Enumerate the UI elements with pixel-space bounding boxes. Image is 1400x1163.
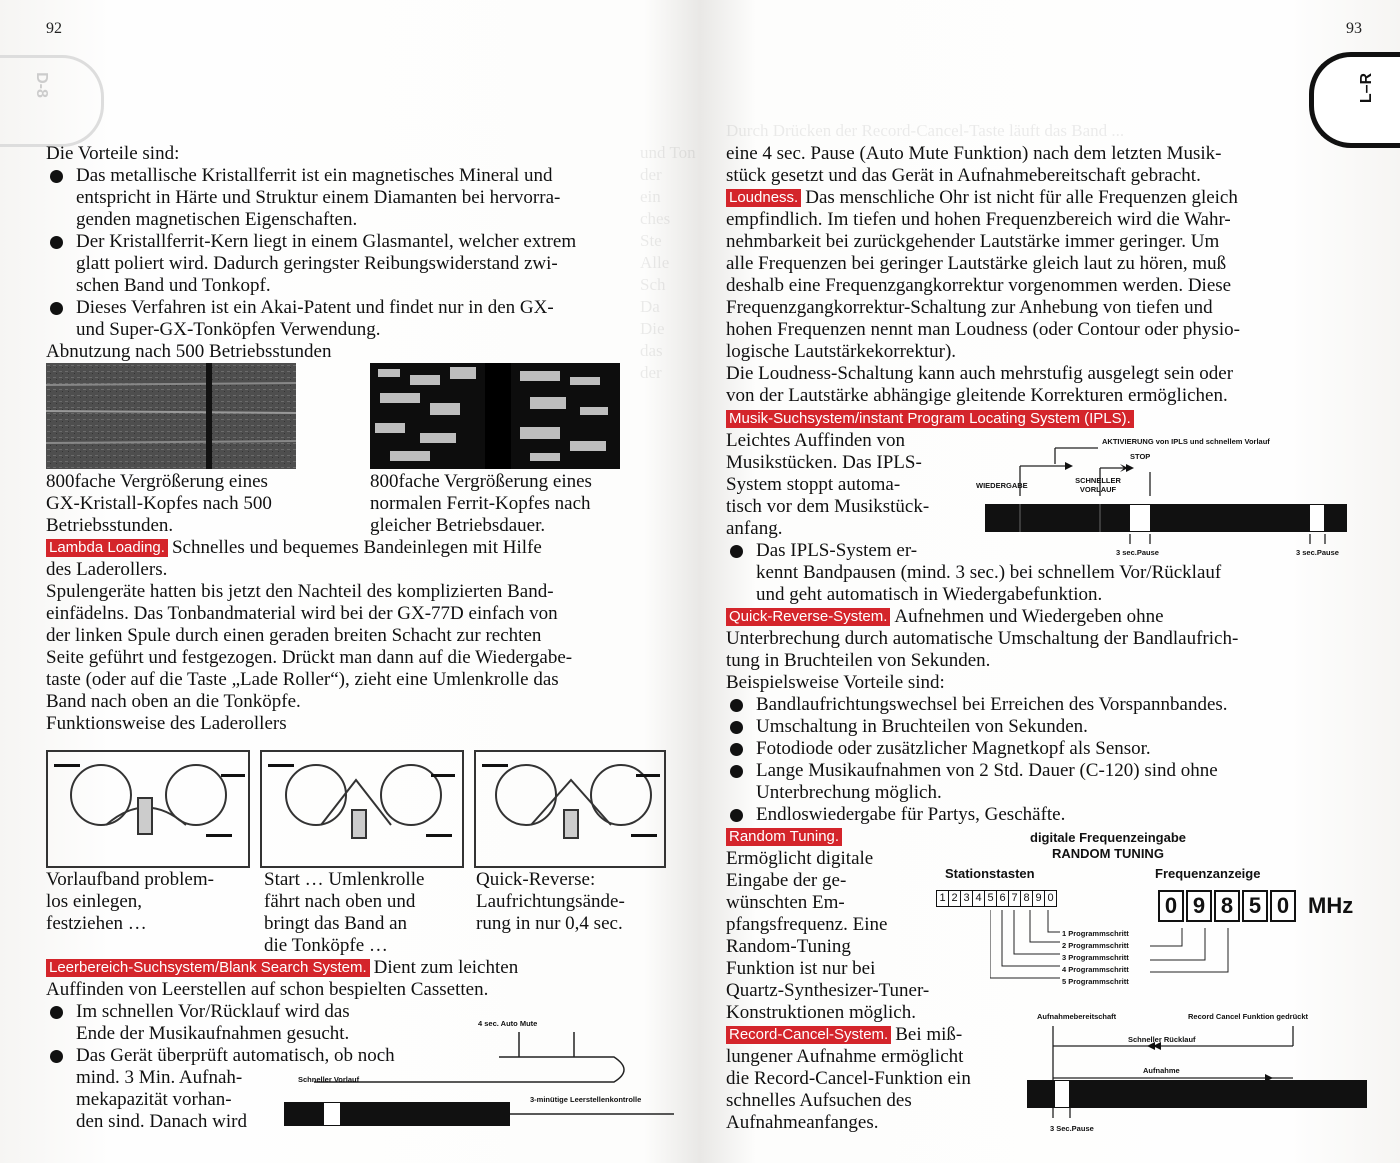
label-blank-check: 3-minütige Leerstellenkontrolle	[530, 1095, 642, 1104]
list-item: Lange Musikaufnahmen von 2 Std. Dauer (C-120) sind ohne Unterbrechung möglich.	[726, 760, 1366, 804]
list-item: Endloswiedergabe für Partys, Geschäfte.	[726, 804, 1366, 826]
keyword-record-cancel: Record-Cancel-System.	[726, 1026, 891, 1044]
right-page	[700, 0, 1400, 1163]
label-record-ready: Aufnahmebereitschaft	[1037, 1012, 1117, 1021]
keyword-blank-search: Leerbereich-Suchsystem/Blank Search System.	[46, 959, 370, 977]
rt-stations-label: Stationstasten	[945, 866, 1035, 881]
label-auto-mute: 4 sec. Auto Mute	[478, 1019, 538, 1028]
caption-ferrite: 800fache Vergrößerung eines normalen Ferrit-Kopfes nach gleicher Betriebsdauer.	[370, 471, 592, 536]
program-steps: 1 Programmschritt 2 Programmschritt 3 Programmschritt 4 Programmschritt 5 Programmschritt	[1062, 929, 1129, 986]
list-item: Dieses Verfahren ist ein Akai-Patent und findet nur in den GX- und Super-GX-Tonköpfen Verwendung.	[46, 297, 686, 341]
label-fast-forward: Schneller Vorlauf	[298, 1075, 360, 1084]
list-item: Umschaltung in Bruchteilen von Sekunden.	[726, 716, 1366, 738]
label-ipls-activation: AKTIVIERUNG von IPLS und schnellem Vorlauf	[1102, 437, 1270, 446]
station-key: 9	[1032, 890, 1045, 907]
list-item: Fotodiode oder zusätzlicher Magnetkopf als Sensor.	[726, 738, 1366, 760]
tab-ghost-left: D-8	[0, 55, 104, 147]
frequency-unit: MHz	[1308, 893, 1354, 918]
keyword-lambda-loading: Lambda Loading.	[46, 539, 168, 557]
record-cancel-diagram	[1025, 1018, 1370, 1138]
station-key: 2	[948, 890, 961, 907]
section-tab: L–R	[1309, 52, 1400, 148]
label-record: Aufnahme	[1143, 1066, 1180, 1075]
page-number-right: 93	[1346, 20, 1362, 37]
list-item: Das metallische Kristallferrit ist ein magnetisches Mineral und entspricht in Härte und Struktur einem Diamanten bei hervorra- genden magnetischen Eigenschaften.	[46, 165, 686, 231]
station-key: 3	[960, 890, 973, 907]
blank-search-diagram	[284, 1012, 684, 1132]
wear-heading: Abnutzung nach 500 Betriebsstunden	[46, 341, 332, 362]
intro-text: Die Vorteile sind:	[46, 143, 180, 164]
list-item: Das Gerät überprüft automatisch, ob noch mind. 3 Min. Aufnah- mekapazität vorhan- den sind. Danach wird	[46, 1045, 686, 1133]
quick-reverse-section: Quick-Reverse-System. Aufnehmen und Wiedergeben ohne Unterbrechung durch automatische Umschaltung der Bandlaufrich- tung in Bruchteilen von Sekunden. Beispielsweise Vorteile sind: Bandlaufrichtungswechsel bei Erreichen des Vorspannbandes. Umschaltung in Bruchteilen von Sekunden. Fotodiode oder zusätzlicher Magnetkopf als Sensor. Lange Musikaufnahmen von 2 Std. Dauer (C-120) sind ohne Unterbrechung möglich. Endloswiedergabe für Partys, Geschäfte.	[726, 606, 1366, 826]
list-item: Bandlaufrichtungswechsel bei Erreichen des Vorspannbandes.	[726, 694, 1366, 716]
figure-caption-2: Start … Umlenkrolle fährt nach oben und bringt das Band an die Tonköpfe …	[264, 869, 425, 956]
station-keys	[936, 888, 1056, 907]
label-record-cancel-pressed: Record Cancel Funktion gedrückt	[1188, 1012, 1309, 1021]
keyword-ipls: Musik-Suchsystem/instant Program Locating System (IPLS).	[726, 410, 1134, 428]
crystal-head-micrograph	[46, 363, 296, 469]
keyword-random-tuning: Random Tuning.	[726, 828, 842, 846]
ferrite-head-micrograph	[370, 363, 620, 469]
list-item: Der Kristallferrit-Kern liegt in einem Glasmantel, welcher extrem glatt poliert wird. Dadurch geringster Reibungswiderstand zwi- schen Band und Tonkopf.	[46, 231, 686, 297]
station-key: 7	[1008, 890, 1021, 907]
loading-roller-figures	[46, 750, 666, 868]
station-key: 8	[1020, 890, 1033, 907]
list-item: Das IPLS-System er- kennt Bandpausen (mind. 3 sec.) bei schnellem Vor/Rücklauf und geht automatisch in Wiedergabefunktion.	[726, 540, 1366, 606]
label-play: WIEDERGABE	[976, 481, 1028, 490]
show-through-text: und Ton der ein ches Ste Alle Sch Da Die das der	[640, 143, 696, 382]
frequency-digit: 8	[1214, 890, 1240, 922]
label-pause-2: 3 sec.Pause	[1296, 548, 1339, 557]
caption-crystal: 800fache Vergrößerung eines GX-Kristall-Kopfes nach 500 Betriebsstunden.	[46, 471, 272, 536]
record-cancel-section: Record-Cancel-System. Bei miß- lungener Aufnahme ermöglicht die Record-Cancel-Funktion ein schnelles Aufsuchen des Aufnahmeanfanges.	[726, 1024, 971, 1133]
label-fast-forward: SCHNELLER VORLAUF	[1075, 476, 1121, 494]
random-tuning-section: Random Tuning. Ermöglicht digitale Eingabe der ge- wünschten Em- pfangsfrequenz. Eine Random-Tuning Funktion ist nur bei Quartz-Synthesizer-Tuner- Konstruktionen möglich.	[726, 828, 930, 1023]
station-key: 1	[936, 890, 949, 907]
rt-title-2: RANDOM TUNING	[1052, 846, 1164, 861]
left-intro-block	[46, 143, 686, 363]
figure-caption-1: Vorlaufband problem- los einlegen, festziehen …	[46, 869, 214, 934]
station-key: 6	[996, 890, 1009, 907]
label-stop: STOP	[1130, 452, 1151, 461]
keyword-loudness: Loudness.	[726, 189, 801, 207]
station-key: 5	[984, 890, 997, 907]
frequency-digit: 5	[1242, 890, 1268, 922]
ipls-section: Musik-Suchsystem/instant Program Locating System (IPLS). Leichtes Auffinden von Musikstücken. Das IPLS- System stoppt automa- tisch vor dem Musikstück- anfang. Das IPLS-System er- kennt Bandpausen (mind. 3 sec.) bei schnellem Vor/Rücklauf und geht automatisch in Wiedergabefunktion.	[726, 408, 1366, 606]
page-number-left: 92	[46, 20, 62, 37]
lambda-section: Lambda Loading. Schnelles und bequemes Bandeinlegen mit Hilfe des Laderollers. Spulengeräte hatten bis jetzt den Nachteil des komplizierten Band- einfädelns. Das Tonbandmaterial wird bei der GX-77D einfach von der linken Spule durch einen geraden breiten Schacht zur rechten Seite geführt und festgezogen. Drückt man dann auf die Wiedergabe- taste (oder auf die Taste „Lade Roller“), zieht eine Umlenkrolle das Band nach oben an die Tonköpfe. Funktionsweise des Laderollers	[46, 537, 573, 734]
ipls-diagram	[980, 436, 1360, 561]
loudness-section: Loudness. Das menschliche Ohr ist nicht für alle Frequenzen gleich empfindlich. Im tiefen und hohen Frequenzbereich wird die Wahr- nehmbarkeit bei zurückgehender Lautstärke immer geringer. Um alle Frequenzen bei geringer Lautstärke gleich laut zu hören, muß deshalb eine Frequenzgangkorrektur vorgenommen werden. Diese Frequenzgangkorrektur-Schaltung zur Anhebung von tiefen und hohen Frequenzen nennt man Loudness (oder Contour oder physio- logische Lautstärkekorrektur). Die Loudness-Schaltung kann auch mehrstufig ausgelegt sein oder von der Lautstärke abhängige gleitende Korrekturen ermöglichen.	[726, 187, 1240, 406]
frequency-digit: 9	[1186, 890, 1212, 922]
top-paragraph: eine 4 sec. Pause (Auto Mute Funktion) nach dem letzten Musik- stück gesetzt und das Gerät in Aufnahmebereitschaft gebracht.	[726, 143, 1222, 186]
label-rewind: Schneller Rücklauf	[1128, 1035, 1196, 1044]
show-through-text: Durch Drücken der Record-Cancel-Taste läuft das Band ...	[726, 121, 1125, 140]
rt-title-1: digitale Frequenzeingabe	[1030, 830, 1187, 845]
keyword-quick-reverse: Quick-Reverse-System.	[726, 608, 890, 626]
figure-caption-3: Quick-Reverse: Laufrichtungsände- rung in nur 0,4 sec.	[476, 869, 625, 934]
station-key: 0	[1044, 890, 1057, 907]
label-pause-1: 3 sec.Pause	[1116, 548, 1159, 557]
list-item: Im schnellen Vor/Rücklauf wird das Ende der Musikaufnahmen gesucht.	[46, 1001, 686, 1045]
frequency-digit: 0	[1270, 890, 1296, 922]
frequency-digit: 0	[1158, 890, 1184, 922]
blank-search-section: Leerbereich-Suchsystem/Blank Search System. Dient zum leichten Auffinden von Leerstellen auf schon bespielten Cassetten. Im schnellen Vor/Rücklauf wird das Ende der Musikaufnahmen gesucht. Das Gerät überprüft automatisch, ob noch mind. 3 Min. Aufnah- mekapazität vorhan- den sind. Danach wird	[46, 957, 686, 1133]
rt-frequency-label: Frequenzanzeige	[1155, 866, 1261, 881]
station-key: 4	[972, 890, 985, 907]
label-pause: 3 Sec.Pause	[1050, 1124, 1094, 1133]
